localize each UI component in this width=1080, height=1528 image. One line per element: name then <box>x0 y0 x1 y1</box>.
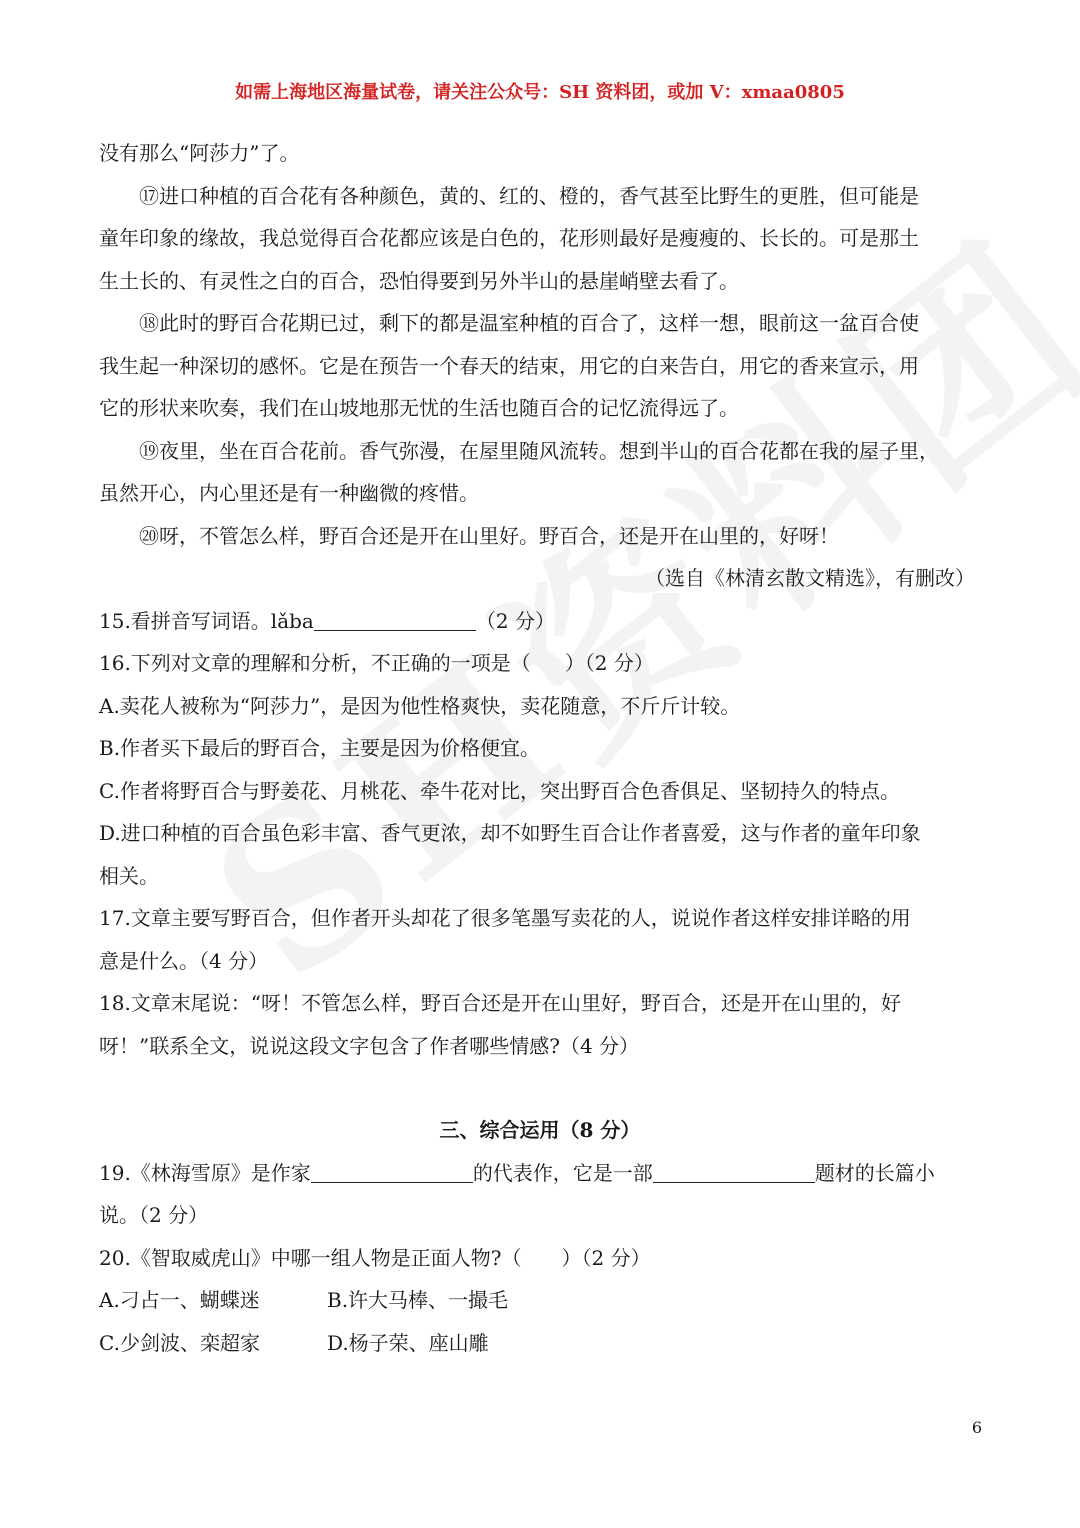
q20-option-a: A.刁占一、蝴蝶迷 <box>99 1288 260 1312</box>
paragraph-line: 生土长的、有灵性之白的百合，恐怕得要到另外半山的悬崖峭壁去看了。 <box>99 268 739 293</box>
q20-score: ）（2 分） <box>561 1245 651 1270</box>
q20-option-d: D.杨子荣、座山雕 <box>327 1330 489 1355</box>
question-17-cont: 意是什么。（4 分） <box>99 948 269 973</box>
question-17: 17.文章主要写野百合，但作者开头却花了很多笔墨写卖花的人，说说作者这样安排详略的用 <box>99 906 911 930</box>
answer-blank[interactable] <box>311 1160 473 1183</box>
paragraph-18: ⑱此时的野百合花期已过，剩下的都是温室种植的百合了，这样一想，眼前这一盆百合使 <box>139 311 919 335</box>
q20-options-row2 <box>99 1322 981 1365</box>
q15-score: （2 分） <box>475 608 555 633</box>
paragraph-line: 没有那么“阿莎力”了。 <box>99 141 300 165</box>
page-number: 6 <box>971 1418 982 1437</box>
q16-stem: 16.下列对文章的理解和分析，不正确的一项是（ <box>99 651 531 675</box>
q19-part2: 的代表作，它是一部 <box>472 1160 653 1185</box>
q16-option-a: A.卖花人被称为“阿莎力”，是因为他性格爽快，卖花随意，不斤斤计较。 <box>99 693 741 718</box>
paragraph-line: 它的形状来吹奏，我们在山坡地那无忧的生活也随百合的记忆流得远了。 <box>99 396 739 420</box>
question-19-cont: 说。（2 分） <box>99 1203 209 1227</box>
paragraph-17: ⑰进口种植的百合花有各种颜色，黄的、红的、橙的，香气甚至比野生的更胜，但可能是 <box>139 183 919 208</box>
paragraph-line: 童年印象的缘故，我总觉得百合花都应该是白色的，花形则最好是瘦瘦的、长长的。可是那土 <box>99 226 919 250</box>
q20-option-c: C.少剑波、栾超家 <box>99 1330 260 1355</box>
q15-prefix: 15.看拼音写词语。lǎba <box>99 608 314 633</box>
q19-part1: 19.《林海雪原》是作家 <box>99 1160 311 1185</box>
paragraph-line: 虽然开心，内心里还是有一种幽微的疼惜。 <box>99 481 479 505</box>
paragraph-line: 我生起一种深切的感怀。它是在预告一个春天的结束，用它的白来告白，用它的香来宣示，用 <box>99 353 919 378</box>
q20-options-row1 <box>99 1279 981 1322</box>
question-20 <box>99 1237 981 1280</box>
answer-blank[interactable] <box>314 608 476 631</box>
q16-option-b: B.作者买下最后的野百合，主要是因为价格便宜。 <box>99 736 541 760</box>
q16-option-d-cont: 相关。 <box>99 863 159 888</box>
question-19 <box>99 1152 981 1195</box>
question-16 <box>99 642 981 685</box>
paragraph-20: ⑳呀，不管怎么样，野百合还是开在山里好。野百合，还是开在山里的，好呀！ <box>139 523 839 548</box>
answer-blank[interactable] <box>653 1160 815 1183</box>
page-content <box>99 132 981 1364</box>
q20-option-b: B.许大马棒、一撮毛 <box>327 1288 509 1312</box>
question-18-cont: 呀！”联系全文，说说这段文字包含了作者哪些情感?（4 分） <box>99 1033 640 1058</box>
q16-option-c: C.作者将野百合与野姜花、月桃花、牵牛花对比，突出野百合色香俱足、坚韧持久的特点。 <box>99 778 900 803</box>
promo-banner: 如需上海地区海量试卷，请关注公众号：SH 资料团，或加 V：xmaa0805 <box>235 82 845 103</box>
section-heading: 三、综合运用（8 分） <box>439 1118 641 1142</box>
q20-stem: 20.《智取威虎山》中哪一组人物是正面人物?（ <box>99 1245 522 1270</box>
paragraph-19: ⑲夜里，坐在百合花前。香气弥漫，在屋里随风流转。想到半山的百合花都在我的屋子里， <box>139 438 939 463</box>
q19-part3: 题材的长篇小 <box>814 1160 935 1185</box>
q16-option-d: D.进口种植的百合虽色彩丰富、香气更浓，却不如野生百合让作者喜爱，这与作者的童年印象 <box>99 821 921 845</box>
question-15 <box>99 600 981 643</box>
question-18: 18.文章末尾说：“呀！不管怎么样，野百合还是开在山里好，野百合，还是开在山里的，好 <box>99 991 902 1015</box>
q16-score: ）（2 分） <box>564 651 654 675</box>
source-citation: （选自《林清玄散文精选》，有删改） <box>645 566 975 590</box>
